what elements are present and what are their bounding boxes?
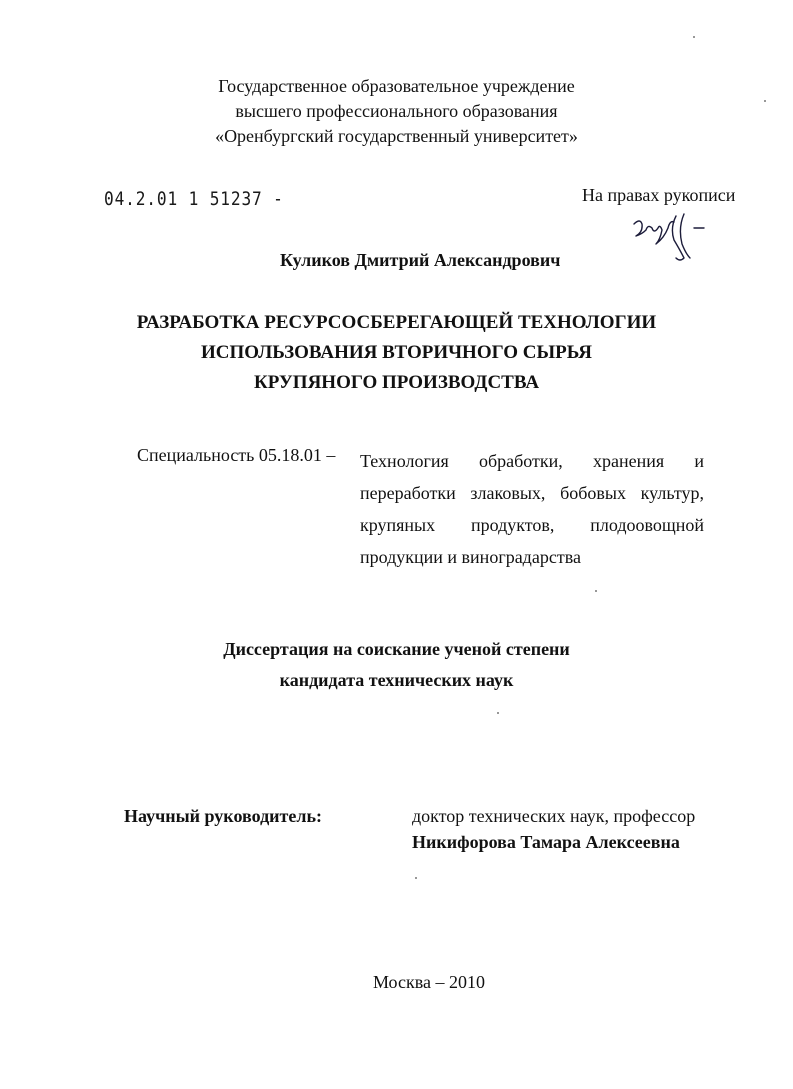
scan-speck — [693, 36, 695, 38]
institution-header — [0, 74, 793, 149]
registration-code-stamp: 04.2.01 1 51237 - — [104, 188, 284, 210]
title-line-1: РАЗРАБОТКА РЕСУРСОСБЕРЕГАЮЩЕЙ ТЕХНОЛОГИИ — [136, 312, 657, 333]
city-year: Москва – 2010 — [373, 972, 485, 992]
scan-speck — [764, 100, 766, 102]
scan-speck — [415, 877, 417, 879]
institution-line-1: Государственное образовательное учреждение — [218, 76, 575, 96]
supervisor-label: Научный руководитель: — [124, 806, 322, 826]
title-line-2: ИСПОЛЬЗОВАНИЯ ВТОРИЧНОГО СЫРЬЯ — [200, 342, 593, 363]
signature-icon — [630, 210, 714, 266]
scan-speck — [595, 590, 597, 592]
scan-speck — [497, 712, 499, 714]
specialty-description: Технология обработки, хранения и переработки злаковых, бобовых культур, крупяных продуктов, плодоовощной продукции и виноградарства — [360, 451, 704, 567]
specialty-label: Специальность 05.18.01 – — [137, 445, 336, 465]
supervisor-name: Никифорова Тамара Алексеевна — [412, 832, 680, 852]
manuscript-rights-label: На правах рукописи — [582, 185, 736, 205]
degree-statement — [0, 634, 793, 696]
institution-line-3: «Оренбургский государственный университет» — [215, 126, 578, 146]
degree-line-1: Диссертация на соискание ученой степени — [223, 639, 570, 659]
author-name: Куликов Дмитрий Александрович — [280, 250, 561, 270]
degree-line-2: кандидата технических наук — [279, 670, 514, 690]
institution-line-2: высшего профессионального образования — [235, 101, 558, 121]
title-line-3: КРУПЯНОГО ПРОИЗВОДСТВА — [253, 372, 540, 393]
supervisor-degree: доктор технических наук, профессор — [412, 806, 696, 826]
dissertation-title — [0, 308, 793, 398]
